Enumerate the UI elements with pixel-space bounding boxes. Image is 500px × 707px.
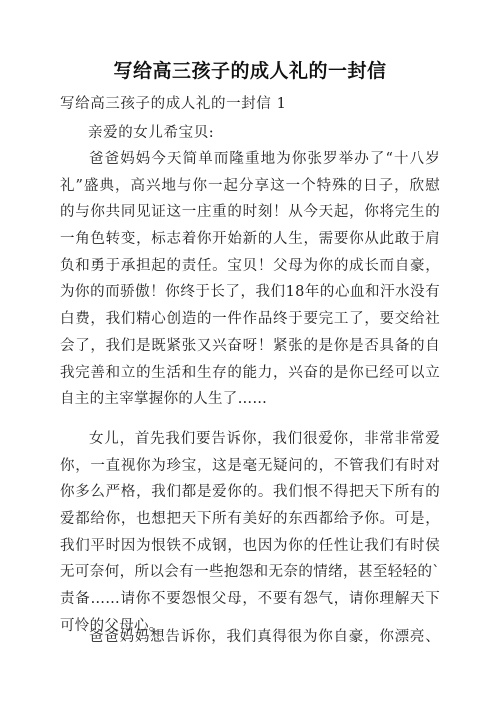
text-line: 为你的而骄傲！你终于长了，我们18年的心血和汗水没有 xyxy=(60,284,440,301)
text-line: 一角色转变，标志着你开始新的人生，需要你从此敢于肩 xyxy=(60,231,440,248)
letter-salutation: 亲爱的女儿希宝贝: xyxy=(88,125,215,141)
text-line: 责备……请你不要怨恨父母，不要有怨气，请你理解天下 xyxy=(60,591,440,608)
text-line: 你，一直视你为珍宝，这是毫无疑问的，不管我们有时对 xyxy=(60,457,440,474)
text-line: 可怜的父母心。 xyxy=(60,617,164,634)
text-line: 爸爸妈妈今天简单而隆重地为你张罗举办了“十八岁 xyxy=(89,151,440,167)
text-line: 会了，我们是既紧张又兴奋呀！紧张的是你是否具备的自 xyxy=(60,337,440,354)
text-line: 爸爸妈妈想告诉你，我们真得很为你自豪，你漂亮、 xyxy=(89,629,440,645)
text-line: 爱都给你，也想把天下所有美好的东西都给予你。可是， xyxy=(60,511,440,528)
document-title: 写给高三孩子的成人礼的一封信 xyxy=(113,60,387,82)
text-line: 我们平时因为恨铁不成钢，也因为你的任性让我们有时侯 xyxy=(60,537,440,554)
text-line: 负和勇于承担起的责任。宝贝！父母为你的成长而自豪， xyxy=(60,257,440,274)
text-line: 的与你共同见证这一庄重的时刻！从今天起，你将完生的 xyxy=(60,204,440,221)
paragraph-2 xyxy=(60,426,440,640)
paragraph-3 xyxy=(60,624,440,651)
text-line: 女儿，首先我们要告诉你，我们很爱你，非常非常爱 xyxy=(89,431,440,447)
text-line: 你多么严格，我们都是爱你的。我们恨不得把天下所有的 xyxy=(60,484,440,501)
text-line: 我完善和立的生活和生存的能力，兴奋的是你已经可以立 xyxy=(60,364,440,381)
text-line: 礼”盛典，高兴地与你一起分享这一个特殊的日子，欣慰 xyxy=(60,177,440,194)
document-subtitle: 写给高三孩子的成人礼的一封信 1 xyxy=(60,96,287,112)
text-line: 白费，我们精心创造的一件作品终于要完工了，要交给社 xyxy=(60,311,440,328)
text-line: 自主的主宰掌握你的人生了…… xyxy=(60,391,268,408)
paragraph-1 xyxy=(60,146,440,413)
text-line: 无可奈何，所以会有一些抱怨和无奈的情绪，甚至轻轻的` xyxy=(60,564,440,581)
